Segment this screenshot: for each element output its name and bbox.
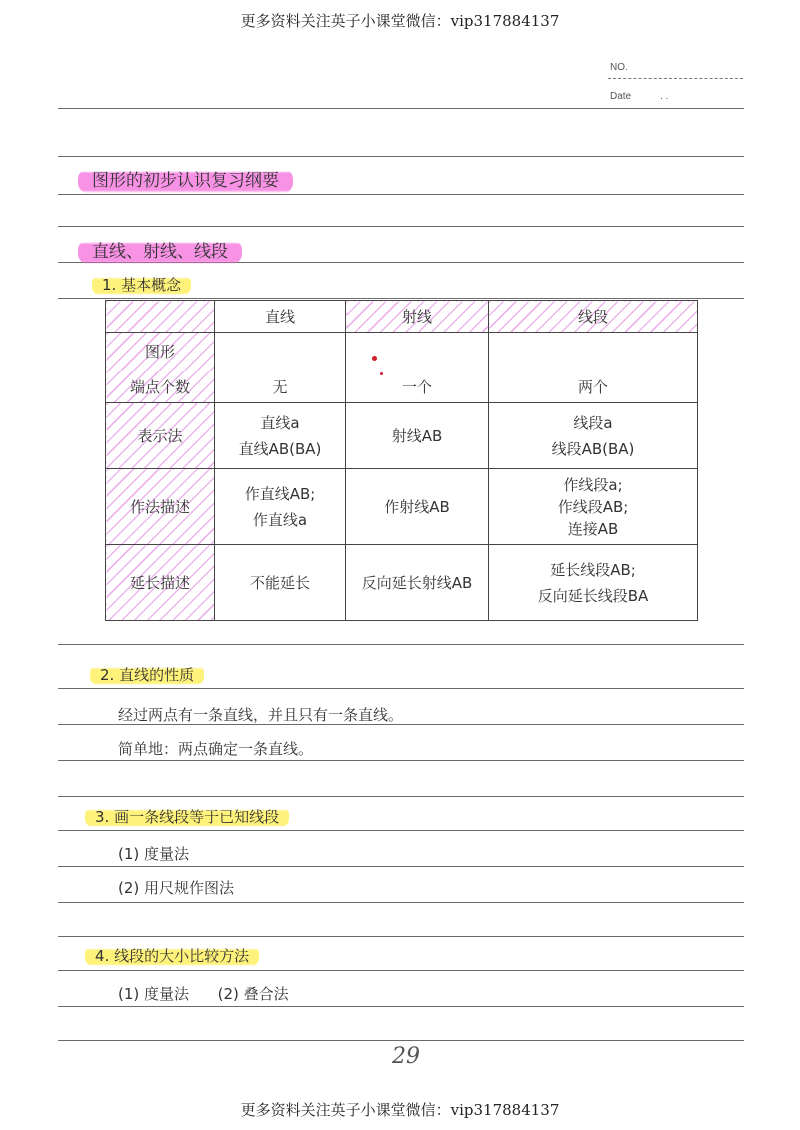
ruled-line bbox=[58, 644, 744, 645]
ruled-line bbox=[58, 194, 744, 195]
row-label-notation: 表示法 bbox=[106, 403, 215, 469]
notation-ray-1: 射线AB bbox=[391, 426, 443, 445]
page-title-text: 图形的初步认识复习纲要 bbox=[78, 169, 293, 193]
construction-line-cell bbox=[215, 469, 346, 545]
notation-segment-1: 线段a bbox=[573, 413, 613, 432]
notation-ray-cell bbox=[346, 403, 489, 469]
figure-line-cell bbox=[215, 333, 346, 371]
notation-segment-2: 线段AB(BA) bbox=[551, 439, 635, 458]
section-2-text: 2. 直线的性质 bbox=[90, 665, 204, 685]
row-label-extension: 延长描述 bbox=[106, 545, 215, 621]
ruled-line bbox=[58, 796, 744, 797]
ruled-line bbox=[58, 970, 744, 971]
ruled-line bbox=[58, 902, 744, 903]
section-1-heading bbox=[92, 274, 191, 295]
section-4-heading bbox=[85, 945, 259, 966]
property-line-2: 简单地：两点确定一条直线。 bbox=[118, 740, 314, 758]
row-label-endpoints: 端点个数 bbox=[106, 371, 215, 403]
extension-segment-cell bbox=[489, 545, 698, 621]
section-2-heading bbox=[90, 664, 204, 685]
table-row-endpoints bbox=[106, 371, 698, 403]
construction-ray-1: 作射线AB bbox=[384, 497, 450, 516]
row-label-figure: 图形 bbox=[106, 333, 215, 371]
endpoints-line: 无 bbox=[215, 371, 346, 403]
ruled-line bbox=[58, 830, 744, 831]
ruled-line bbox=[58, 226, 744, 227]
table-row-construction bbox=[106, 469, 698, 545]
header-segment: 线段 bbox=[489, 301, 698, 333]
construction-segment-2: 作线段AB; bbox=[557, 497, 629, 516]
notation-line-1: 直线a bbox=[260, 413, 300, 432]
header-ray: 射线 bbox=[346, 301, 489, 333]
ruled-line bbox=[58, 1040, 744, 1041]
method-1: (1) 度量法 bbox=[118, 845, 190, 863]
endpoints-segment: 两个 bbox=[489, 371, 698, 403]
page-number: 29 bbox=[392, 1044, 420, 1069]
ruled-line bbox=[58, 866, 744, 867]
extension-ray-1: 反向延长射线AB bbox=[361, 573, 473, 592]
extension-segment-2: 反向延长线段BA bbox=[537, 586, 649, 605]
ruled-line bbox=[58, 1006, 744, 1007]
extension-ray-cell bbox=[346, 545, 489, 621]
construction-ray-cell bbox=[346, 469, 489, 545]
compare-methods: (1) 度量法 (2) 叠合法 bbox=[118, 985, 289, 1003]
notation-segment-cell bbox=[489, 403, 698, 469]
no-label: NO. bbox=[610, 62, 628, 73]
ruled-line bbox=[58, 760, 744, 761]
section-3-heading bbox=[85, 806, 289, 827]
top-banner: 更多资料关注英子小课堂微信：vip317884137 bbox=[240, 12, 560, 30]
no-dotted-line bbox=[608, 78, 743, 79]
construction-segment-cell bbox=[489, 469, 698, 545]
red-ink-dot bbox=[380, 372, 383, 375]
figure-segment-cell bbox=[489, 333, 698, 371]
table-corner-cell bbox=[106, 301, 215, 333]
construction-segment-3: 连接AB bbox=[567, 519, 619, 538]
concept-table bbox=[105, 300, 698, 621]
ruled-line bbox=[58, 298, 744, 299]
page-title bbox=[78, 166, 293, 191]
date-dots: . . bbox=[660, 91, 669, 102]
table-header-row bbox=[106, 301, 698, 333]
construction-line-1: 作直线AB; bbox=[244, 484, 316, 503]
table-row-figure bbox=[106, 333, 698, 371]
bottom-banner: 更多资料关注英子小课堂微信：vip317884137 bbox=[240, 1101, 560, 1119]
notation-line-cell bbox=[215, 403, 346, 469]
extension-line-1: 不能延长 bbox=[249, 573, 310, 592]
section-heading-text: 直线、射线、线段 bbox=[78, 240, 242, 264]
row-label-construction: 作法描述 bbox=[106, 469, 215, 545]
extension-line-cell bbox=[215, 545, 346, 621]
section-1-text: 1. 基本概念 bbox=[92, 275, 191, 295]
header-line: 直线 bbox=[215, 301, 346, 333]
ruled-line bbox=[58, 156, 744, 157]
table-row-notation bbox=[106, 403, 698, 469]
notation-line-2: 直线AB(BA) bbox=[238, 439, 322, 458]
extension-segment-1: 延长线段AB; bbox=[550, 560, 636, 579]
method-2: (2) 用尺规作图法 bbox=[118, 879, 235, 897]
date-label: Date bbox=[610, 91, 632, 102]
construction-line-2: 作直线a bbox=[252, 510, 308, 529]
construction-segment-1: 作线段a; bbox=[563, 475, 623, 494]
section-heading bbox=[78, 237, 242, 262]
section-3-text: 3. 画一条线段等于已知线段 bbox=[85, 807, 289, 827]
figure-ray-cell bbox=[346, 333, 489, 371]
ruled-line bbox=[58, 688, 744, 689]
property-line-1: 经过两点有一条直线，并且只有一条直线。 bbox=[118, 706, 404, 724]
ruled-line bbox=[58, 108, 744, 109]
ruled-line bbox=[58, 936, 744, 937]
section-4-text: 4. 线段的大小比较方法 bbox=[85, 946, 259, 966]
red-ink-dot bbox=[372, 356, 377, 361]
endpoints-ray: 一个 bbox=[346, 371, 489, 403]
table-row-extension bbox=[106, 545, 698, 621]
